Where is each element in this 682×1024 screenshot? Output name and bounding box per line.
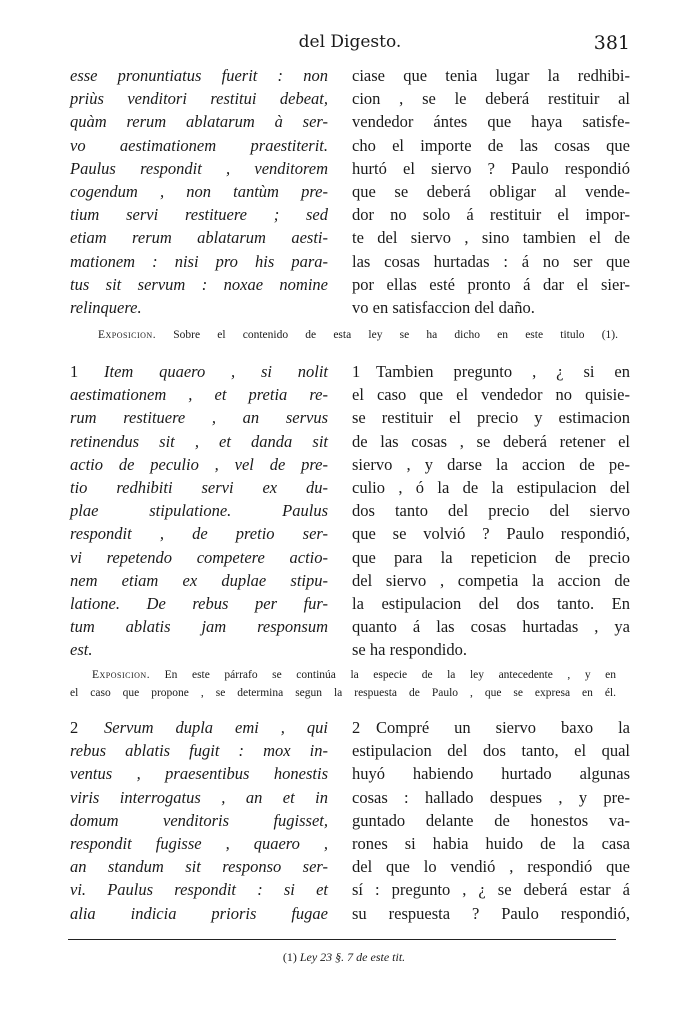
latin-line: Item quaero , si nolit <box>104 362 328 381</box>
latin-line: nem etiam ex duplae stipu- <box>70 570 328 590</box>
page-number: 381 <box>593 32 630 54</box>
spanish-line: el caso que el vendedor no quisie- <box>352 385 630 405</box>
spanish-line: Compré un siervo baxo la <box>376 718 630 737</box>
paragraph-number: 2 <box>70 718 79 737</box>
spanish-line: las cosas hurtadas : á no ser que <box>352 251 630 271</box>
spanish-line: vendedor ántes que haya satisfe- <box>352 112 630 132</box>
latin-line: ventus , praesentibus honestis <box>70 764 328 784</box>
footnote-reference: Ley 23 §. 7 de este tit. <box>299 950 406 964</box>
spanish-line: ciase que tenia lugar la redhibi- <box>352 66 630 85</box>
spanish-line: su respuesta ? Paulo respondió, <box>352 903 630 923</box>
latin-line: vo aestimationem praestiterit. <box>70 135 328 155</box>
exposicion-text: el caso que propone , se determina segun la respuesta de Paulo , que se expresa en él. <box>70 687 616 699</box>
latin-line: etiam rerum ablatarum aesti- <box>70 228 328 248</box>
spanish-line: dos tanto del precio del siervo <box>352 501 630 521</box>
latin-line: cogendum , non tantùm pre- <box>70 181 328 201</box>
spanish-line: Tambien pregunto , ¿ si en <box>376 362 630 381</box>
exposicion-text: Sobre el contenido de esta ley se ha dicho en este titulo (1). <box>173 329 618 341</box>
paragraph-number: 1 <box>352 362 361 381</box>
spanish-column-1 <box>352 64 630 319</box>
spanish-line: te del siervo , sino tambien el de <box>352 228 630 248</box>
latin-column-3 <box>70 716 328 925</box>
spanish-line: que se deberá obligar al vende- <box>352 181 630 201</box>
latin-line: rebus ablatis fugit : mox in- <box>70 741 328 761</box>
running-head: del Digesto. <box>298 32 402 52</box>
spanish-line: de las cosas , se deberá retener el <box>352 431 630 451</box>
spanish-line: por ellas esté pronto á dar el sier- <box>352 274 630 294</box>
latin-line: priùs venditori restitui debeat, <box>70 89 328 109</box>
latin-line: retinendus sit , et danda sit <box>70 431 328 451</box>
latin-line: latione. De rebus per fur- <box>70 593 328 613</box>
latin-line: respondit , de pretio ser- <box>70 524 328 544</box>
spanish-line: se ha respondido. <box>352 640 468 660</box>
latin-line: esse pronuntiatus fuerit : non <box>70 66 328 85</box>
spanish-line: se restituir el precio y estimacion <box>352 408 630 428</box>
latin-line: vi repetendo competere actio- <box>70 547 328 567</box>
footnote-marker: (1) <box>282 950 297 964</box>
latin-line: vi. Paulus respondit : si et <box>70 880 328 900</box>
spanish-line: estipulacion del dos tanto, el qual <box>352 741 630 761</box>
latin-line: Servum dupla emi , qui <box>104 718 328 737</box>
page-header <box>70 32 630 58</box>
latin-column-1 <box>70 64 328 319</box>
latin-line: viris interrogatus , an et in <box>70 787 328 807</box>
spanish-line: hurtó el siervo ? Paulo respondió <box>352 158 630 178</box>
spanish-column-3 <box>352 716 630 925</box>
spanish-line: que para la repeticion de precio <box>352 547 630 567</box>
spanish-line: que se volvió ? Paulo respondió, <box>352 524 630 544</box>
spanish-line: cosas : hallado despues , y pre- <box>352 787 630 807</box>
spanish-line: cion , se le deberá restituir al <box>352 89 630 109</box>
exposicion-note-1 <box>98 326 618 344</box>
spanish-line: dor no solo á restituir el impor- <box>352 205 630 225</box>
spanish-line: del siervo , competia la accion de <box>352 570 630 590</box>
latin-line: alia indicia prioris fugae <box>70 903 328 923</box>
latin-line: tium servi restituere ; sed <box>70 205 328 225</box>
spanish-column-2 <box>352 360 630 661</box>
paragraph-number: 1 <box>70 362 79 381</box>
spanish-line: guntado delante de honestos va- <box>352 810 630 830</box>
exposicion-note-2 <box>70 666 616 702</box>
spanish-line: culio , ó la de la estipulacion del <box>352 477 630 497</box>
latin-line: actio de peculio , vel de pre- <box>70 454 328 474</box>
latin-line: mationem : nisi pro his para- <box>70 251 328 271</box>
exposicion-text: En este párrafo se continúa la especie de la ley antecedente , y en <box>164 669 616 681</box>
spanish-line: del que lo vendió , respondió que <box>352 857 630 877</box>
latin-line: aestimationem , et pretia re- <box>70 385 328 405</box>
spanish-line: vo en satisfaccion del daño. <box>352 297 535 317</box>
spanish-line: la estipulacion del dos tanto. En <box>352 593 630 613</box>
latin-line: est. <box>70 640 93 660</box>
exposicion-label: Exposicion. <box>98 329 157 341</box>
spanish-line: quanto á las cosas hurtadas , ya <box>352 617 630 637</box>
latin-line: tus sit servum : noxae nomine <box>70 274 328 294</box>
latin-line: tio redhibiti servi ex du- <box>70 477 328 497</box>
footnote-divider <box>68 939 616 940</box>
spanish-line: siervo , y darse la accion de pe- <box>352 454 630 474</box>
latin-line: tum ablatis jam responsum <box>70 617 328 637</box>
latin-line: quàm rerum ablatarum à ser- <box>70 112 328 132</box>
latin-line: respondit fugisse , quaero , <box>70 833 328 853</box>
latin-line: an standum sit responso ser- <box>70 857 328 877</box>
paragraph-number: 2 <box>352 718 361 737</box>
spanish-line: rones si habia huido de la casa <box>352 833 630 853</box>
exposicion-label: Exposicion. <box>92 669 151 681</box>
spanish-line: cho el importe de las cosas que <box>352 135 630 155</box>
footnote <box>70 950 618 965</box>
latin-line: domum venditoris fugisset, <box>70 810 328 830</box>
latin-line: Paulus respondit , venditorem <box>70 158 328 178</box>
latin-line: plae stipulatione. Paulus <box>70 501 328 521</box>
latin-line: rum restituere , an servus <box>70 408 328 428</box>
spanish-line: huyó habiendo hurtado algunas <box>352 764 630 784</box>
latin-column-2 <box>70 360 328 661</box>
latin-line: relinquere. <box>70 297 142 317</box>
spanish-line: sí : pregunto , ¿ se deberá estar á <box>352 880 630 900</box>
